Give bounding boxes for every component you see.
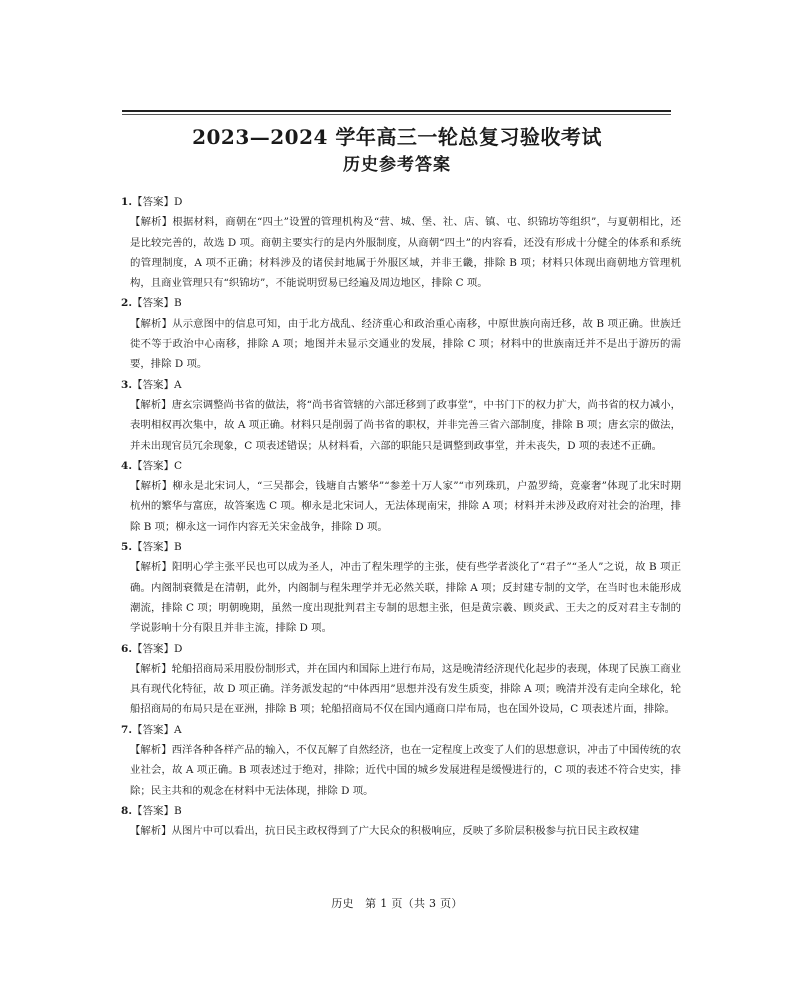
answer-text: 【答案】C [132,459,183,472]
explanation-text: 【解析】从图片中可以看出，抗日民主政权得到了广大民众的积极响应，反映了多阶层积极参与抗日民主政权建 [130,825,640,838]
page-footer: 历史 第 1 页（共 3 页） [331,897,463,910]
explanation-text: 【解析】从示意图中的信息可知，由于北方战乱、经济重心和政治重心南移，中原世族向南迁移，故 B 项正确。世族迁徙不等于政治中心南移，排除 A 项；地图并未显示交通业的发展，排除 C 项；材料中的世族南迁并不是出于游历的需要，排除 D 项。 [130,317,681,371]
explanation-text: 【解析】根据材料，商朝在“四土”设置的管理机构及“营、城、堡、社、店、镇、屯、织锦坊等组织”，与夏朝相比，还是比较完善的，故选 D 项。商朝主要实行的是内外服制度，从商朝“四土”的内容看，还没有形成十分健全的体系和系统的管理制度，A 项不正确；材料涉及的诸侯封地属于外服区域，并非王畿，排除 B 项；材料只体现出商朝地方管理机构，且商业管理只有“织锦坊”，不能说明贸易已经遍及周边地区，排除 C 项。 [130,216,681,290]
explanation-text: 【解析】柳永是北宋词人，“三吴都会，钱塘自古繁华”“参差十万人家”“市列珠玑，户盈罗绮，竞豪奢”体现了北宋时期杭州的繁华与富庶，故答案选 C 项。柳永是北宋词人，无法体现南宋，排除 A 项；材料并未涉及政府对社会的治理，排除 B 项；柳永这一词作内容无关宋金战争，排除 D 项。 [130,480,681,533]
question-item [115,293,681,374]
question-number: 5. [121,541,132,554]
answer-text: 【答案】A [132,723,182,736]
header-rule [122,110,671,112]
answer-line [115,720,681,740]
question-number: 6. [121,642,132,655]
answer-line [115,537,681,557]
explanation-text: 【解析】西洋各种各样产品的输入，不仅瓦解了自然经济，也在一定程度上改变了人们的思想意识，冲击了中国传统的农业社会，故 A 项正确。B 项表述过于绝对，排除；近代中国的城乡发展进程是缓慢进行的，C 项的表述不符合史实，排除；民主共和的观念在材料中无法体现，排除 D 项。 [130,744,681,797]
question-number: 7. [121,723,132,736]
question-item [115,801,681,842]
question-item [115,720,681,801]
answer-line [115,639,681,659]
page-title: 2023—2024 学年高三一轮总复习验收考试 [192,125,602,149]
question-number: 3. [121,378,132,391]
answer-text: 【答案】B [132,541,182,554]
answer-line [115,293,681,313]
explanation-text: 【解析】阳明心学主张平民也可以成为圣人，冲击了程朱理学的主张，使有些学者淡化了“君子”“圣人”之说，故 B 项正确。内阁制衰微是在清朝，此外，内阁制与程朱理学并无必然关联，排除 A 项；反封建专制的文学，在当时也未能形成潮流，排除 C 项；明朝晚期，虽然一度出现批判君主专制的思想主张，但是黄宗羲、顾炎武、王夫之的反对君主专制的学说影响十分有限且并非主流，排除 D 项。 [130,561,681,635]
header-rule-thin [122,114,671,115]
explanation-text: 【解析】轮船招商局采用股份制形式，并在国内和国际上进行布局，这是晚清经济现代化起步的表现，体现了民族工商业具有现代化特征，故 D 项正确。洋务派发起的“中体西用”思想并没有发生质变，排除 A 项；晚清并没有走向全球化，轮船招商局的布局只是在亚洲，排除 B 项；轮船招商局不仅在国内通商口岸布局，也在国外设局，C 项表述片面，排除。 [130,662,681,716]
answer-text: 【答案】D [132,642,183,655]
question-item [115,192,681,293]
answer-text: 【答案】B [132,804,182,817]
page-subtitle: 历史参考答案 [343,155,451,175]
question-item [115,375,681,456]
question-number: 1. [121,196,132,208]
question-item [115,456,681,537]
question-number: 8. [121,804,132,817]
question-item [115,537,681,638]
answer-line [115,192,681,212]
answer-text: 【答案】B [132,297,182,310]
answer-line [115,375,681,395]
question-number: 4. [121,459,132,472]
answer-text: 【答案】D [132,196,183,208]
question-number: 2. [121,297,132,310]
answer-line [115,801,681,821]
answer-line [115,456,681,476]
explanation-text: 【解析】唐玄宗调整尚书省的做法，将“尚书省管辖的六部迁移到了政事堂”，中书门下的权力扩大，尚书省的权力减小，表明相权再次集中，故 A 项正确。材料只是削弱了尚书省的职权，并非完善三省六部制度，排除 B 项；唐玄宗的做法，并未出现官员冗余现象，C 项表述错误；从材料看，六部的职能只是调整到政事堂，并未丧失，D 项的表述不正确。 [130,398,681,452]
question-item [115,639,681,720]
answer-text: 【答案】A [132,378,182,391]
answers-list [115,192,681,842]
